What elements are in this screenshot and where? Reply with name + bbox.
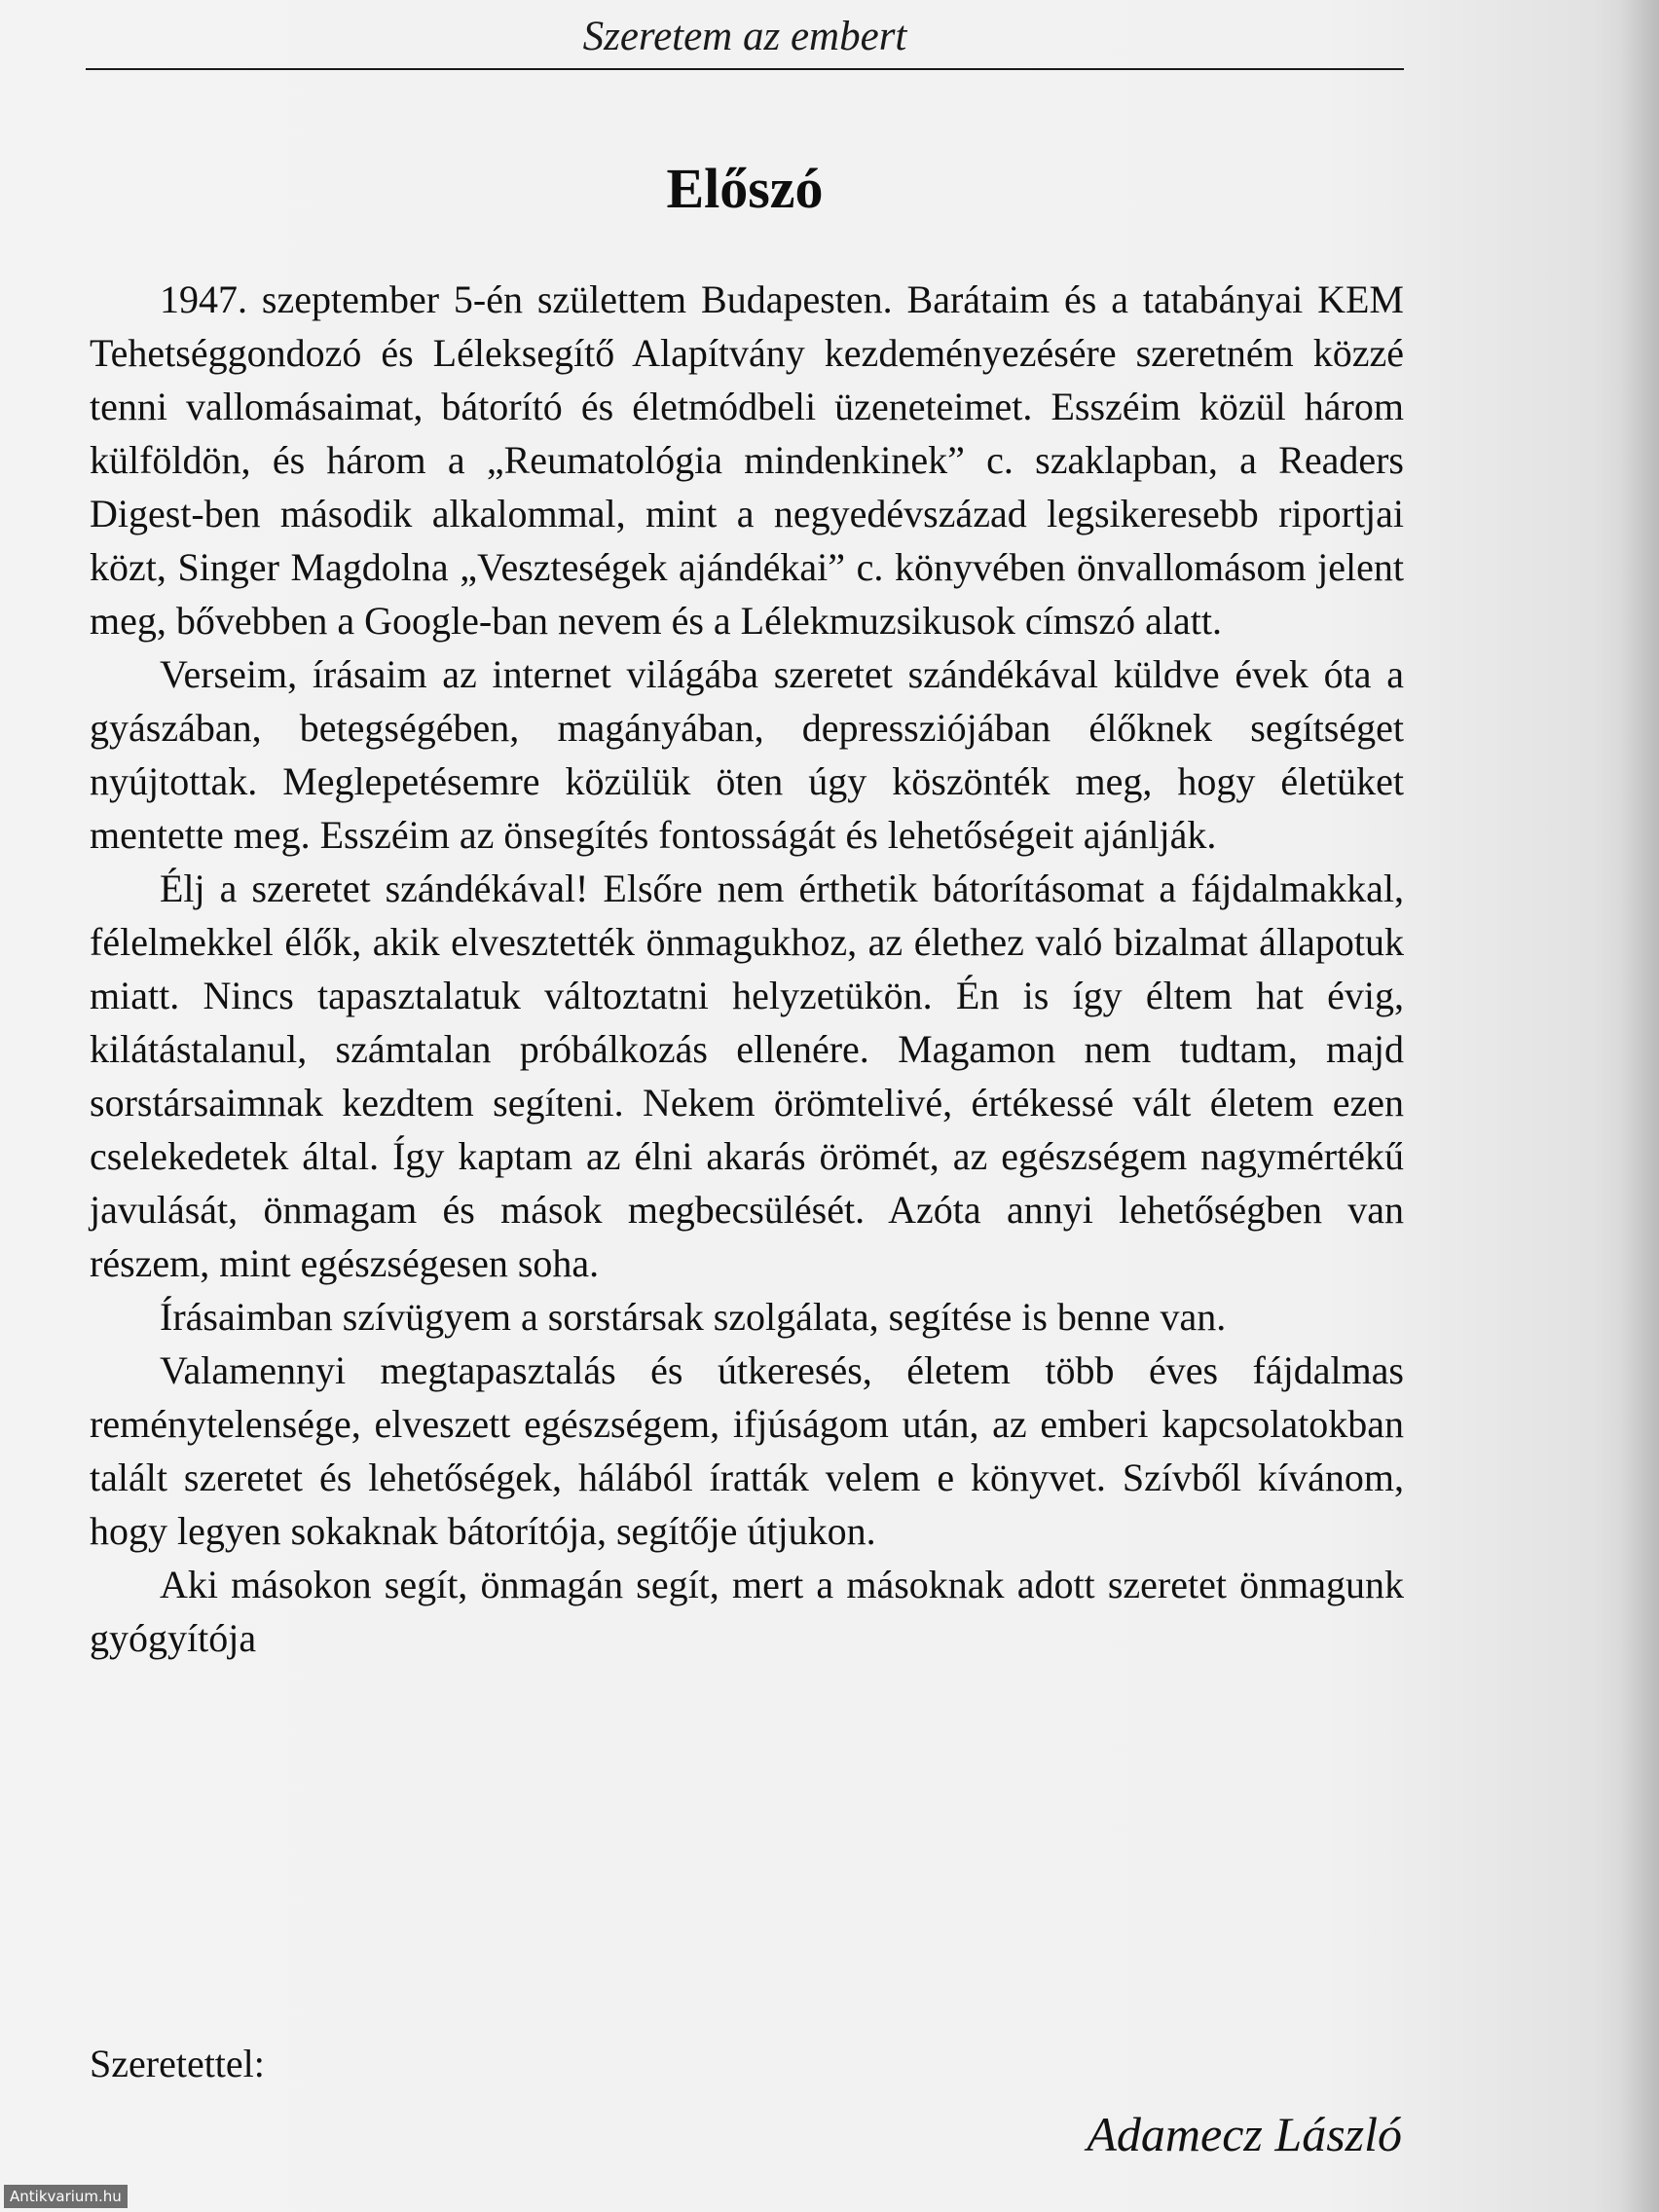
page-edge-shadow xyxy=(1620,0,1659,2212)
paragraph: 1947. szeptember 5-én születtem Budapesten. Barátaim és a tatabányai KEM Tehetséggondozó és Léleksegítő Alapítvány kezdeményezésére szeretném közzé tenni vallomásaimat, bátorító és életmódbeli üzeneteimet. Esszéim közül három külföldön, és három a „Reumatológia mindenkinek” c. szaklapban, a Readers Digest-ben második alkalommal, mint a negyedévszázad legsikeresebb riportjai közt, Singer Magdolna „Veszteségek ajándékai” c. könyvében önvallomásom jelent meg, bővebben a Google-ban nevem és a Lélekmuzsikusok címszó alatt. xyxy=(90,277,1404,643)
watermark: Antikvarium.hu xyxy=(4,2185,128,2208)
paragraph: Verseim, írásaim az internet világába szeretet szándékával küldve évek óta a gyászában, betegségében, magányában, depressziójában élőknek segítséget nyújtottak. Meglepetésemre közülük öten úgy köszönték meg, hogy életüket mentette meg. Esszéim az önsegítés fontosságát és lehetőségeit ajánlják. xyxy=(90,652,1404,857)
author-signature: Adamecz László xyxy=(1087,2107,1402,2161)
chapter-title: Előszó xyxy=(666,157,824,220)
paragraph: Írásaimban szívügyem a sorstársak szolgálata, segítése is benne van. xyxy=(160,1295,1227,1339)
running-head: Szeretem az embert xyxy=(582,14,907,59)
paragraph: Valamennyi megtapasztalás és útkeresés, életem több éves fájdalmas reménytelensége, elveszett egészségem, ifjúságom után, az emberi kapcsolatokban talált szeretet és lehetőségek, hálából íratták velem e könyvet. Szívből kívánom, hogy legyen sokaknak bátorítója, segítője útjukon. xyxy=(90,1348,1404,1553)
paragraph: Élj a szeretet szándékával! Elsőre nem érthetik bátorításomat a fájdalmakkal, félelmekkel élők, akik elvesztették önmagukhoz, az élethez való bizalmat állapotuk miatt. Nincs tapasztalatuk változtatni helyzetükön. Én is így éltem hat évig, kilátástalanul, számtalan próbálkozás ellenére. Magamon nem tudtam, majd sorstársaimnak kezdtem segíteni. Nekem örömtelivé, értékessé vált életem ezen cselekedetek által. Így kaptam az élni akarás örömét, az egészségem nagymértékű javulását, önmagam és mások megbecsülését. Azóta annyi lehetőségben van részem, mint egészségesen soha. xyxy=(90,866,1404,1285)
paragraph: Aki másokon segít, önmagán segít, mert a másoknak adott szeretet önmagunk gyógyítója xyxy=(90,1563,1404,1660)
closing-salutation: Szeretettel: xyxy=(90,2042,265,2085)
header-rule xyxy=(86,68,1404,70)
body-text xyxy=(90,273,1404,1665)
